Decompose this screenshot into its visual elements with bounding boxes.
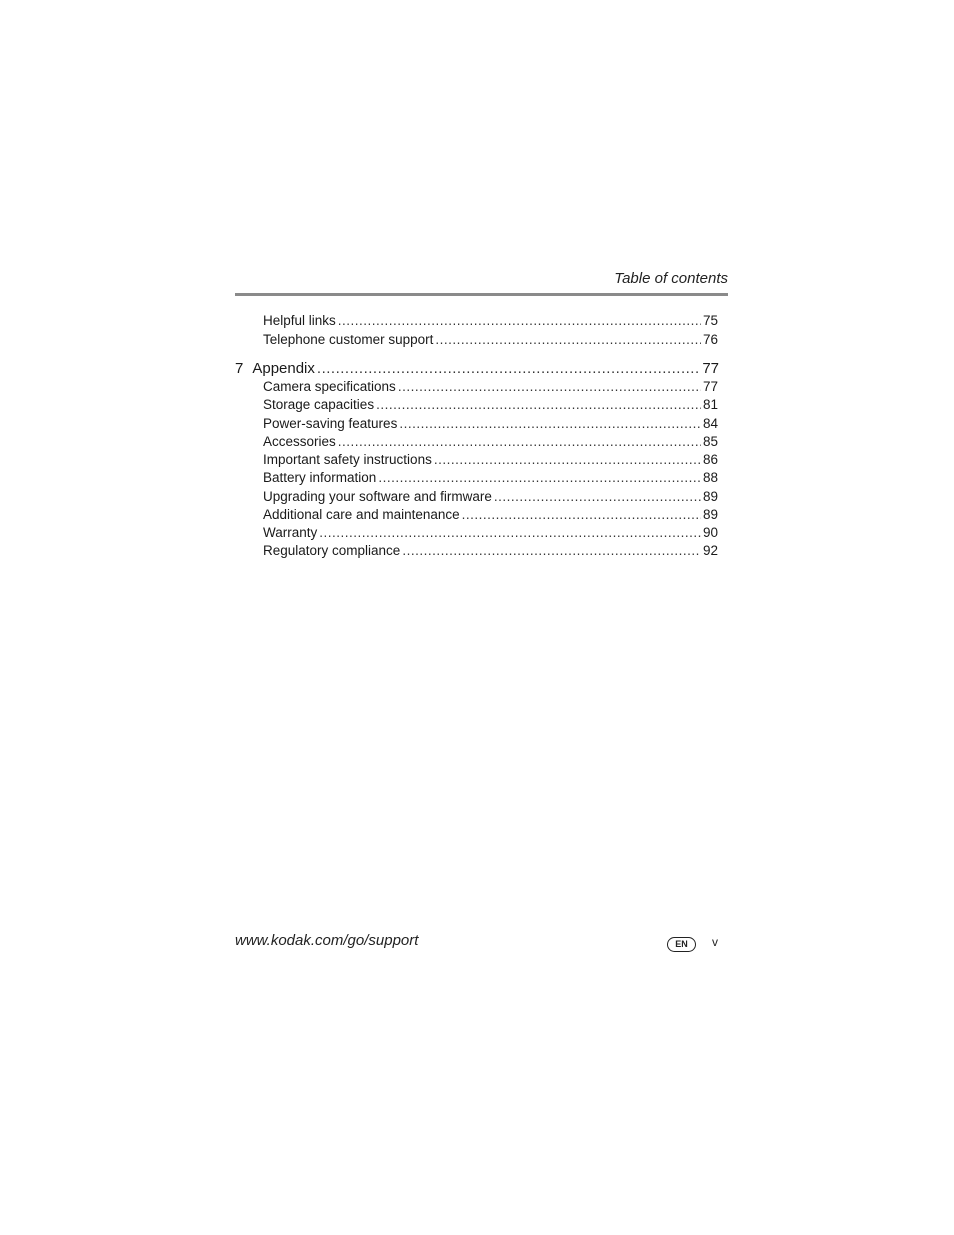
dot-leader <box>378 469 701 487</box>
toc-entry-label: Important safety instructions <box>263 452 432 467</box>
toc-entry-label: Battery information <box>263 470 377 485</box>
dot-leader <box>399 415 701 433</box>
toc-entry-page: 90 <box>702 525 718 540</box>
toc-entry-label: Upgrading your software and firmware <box>263 489 492 504</box>
toc-entry-page: 88 <box>702 470 718 485</box>
toc-entry-power-saving-features[interactable] <box>263 415 718 433</box>
toc-entry-label: Additional care and maintenance <box>263 507 460 522</box>
dot-leader <box>462 506 701 524</box>
toc-entry-safety-instructions[interactable] <box>263 451 718 469</box>
toc-entry-page: 81 <box>702 397 718 412</box>
toc-entry-storage-capacities[interactable] <box>263 396 718 414</box>
dot-leader <box>338 312 701 330</box>
toc-entry-page: 84 <box>702 416 718 431</box>
toc-entry-camera-specifications[interactable] <box>263 378 718 396</box>
dot-leader <box>317 360 700 378</box>
toc-entry-page: 76 <box>702 332 718 347</box>
toc-entry-battery-information[interactable] <box>263 469 718 487</box>
chapter-label: Appendix <box>252 360 315 377</box>
toc-entry-telephone-support[interactable] <box>263 331 718 349</box>
toc-entry-warranty[interactable] <box>263 524 718 542</box>
dot-leader <box>494 488 701 506</box>
dot-leader <box>319 524 701 542</box>
dot-leader <box>398 378 701 396</box>
toc-entry-page: 89 <box>702 507 718 522</box>
running-header-title: Table of contents <box>614 270 728 287</box>
page-number: v <box>712 935 718 949</box>
toc-entry-accessories[interactable] <box>263 433 718 451</box>
toc-entry-helpful-links[interactable] <box>263 312 718 330</box>
toc-entry-label: Storage capacities <box>263 397 375 412</box>
toc-entry-label: Telephone customer support <box>263 332 434 347</box>
toc-entry-page: 77 <box>702 379 718 394</box>
toc-entry-label: Warranty <box>263 525 318 540</box>
toc-entry-upgrading-software[interactable] <box>263 488 718 506</box>
chapter-page: 77 <box>702 360 719 377</box>
toc-entry-label: Camera specifications <box>263 379 396 394</box>
toc-entry-page: 75 <box>702 313 718 328</box>
dot-leader <box>376 396 701 414</box>
toc-entry-label: Helpful links <box>263 313 336 328</box>
dot-leader <box>402 542 701 560</box>
dot-leader <box>338 433 701 451</box>
toc-entry-care-maintenance[interactable] <box>263 506 718 524</box>
toc-chapter-appendix[interactable] <box>235 360 719 378</box>
dot-leader <box>435 331 701 349</box>
toc-entry-label: Power-saving features <box>263 416 398 431</box>
language-badge: EN <box>667 937 696 952</box>
toc-entry-page: 89 <box>702 489 718 504</box>
toc-entry-page: 86 <box>702 452 718 467</box>
toc-entry-page: 85 <box>702 434 718 449</box>
chapter-number: 7 <box>235 360 244 377</box>
toc-entry-label: Accessories <box>263 434 336 449</box>
footer-support-url[interactable]: www.kodak.com/go/support <box>235 932 419 949</box>
toc-entry-page: 92 <box>702 543 718 558</box>
toc-entry-label: Regulatory compliance <box>263 543 401 558</box>
toc-entry-regulatory-compliance[interactable] <box>263 542 718 560</box>
header-rule <box>235 293 728 296</box>
dot-leader <box>434 451 701 469</box>
